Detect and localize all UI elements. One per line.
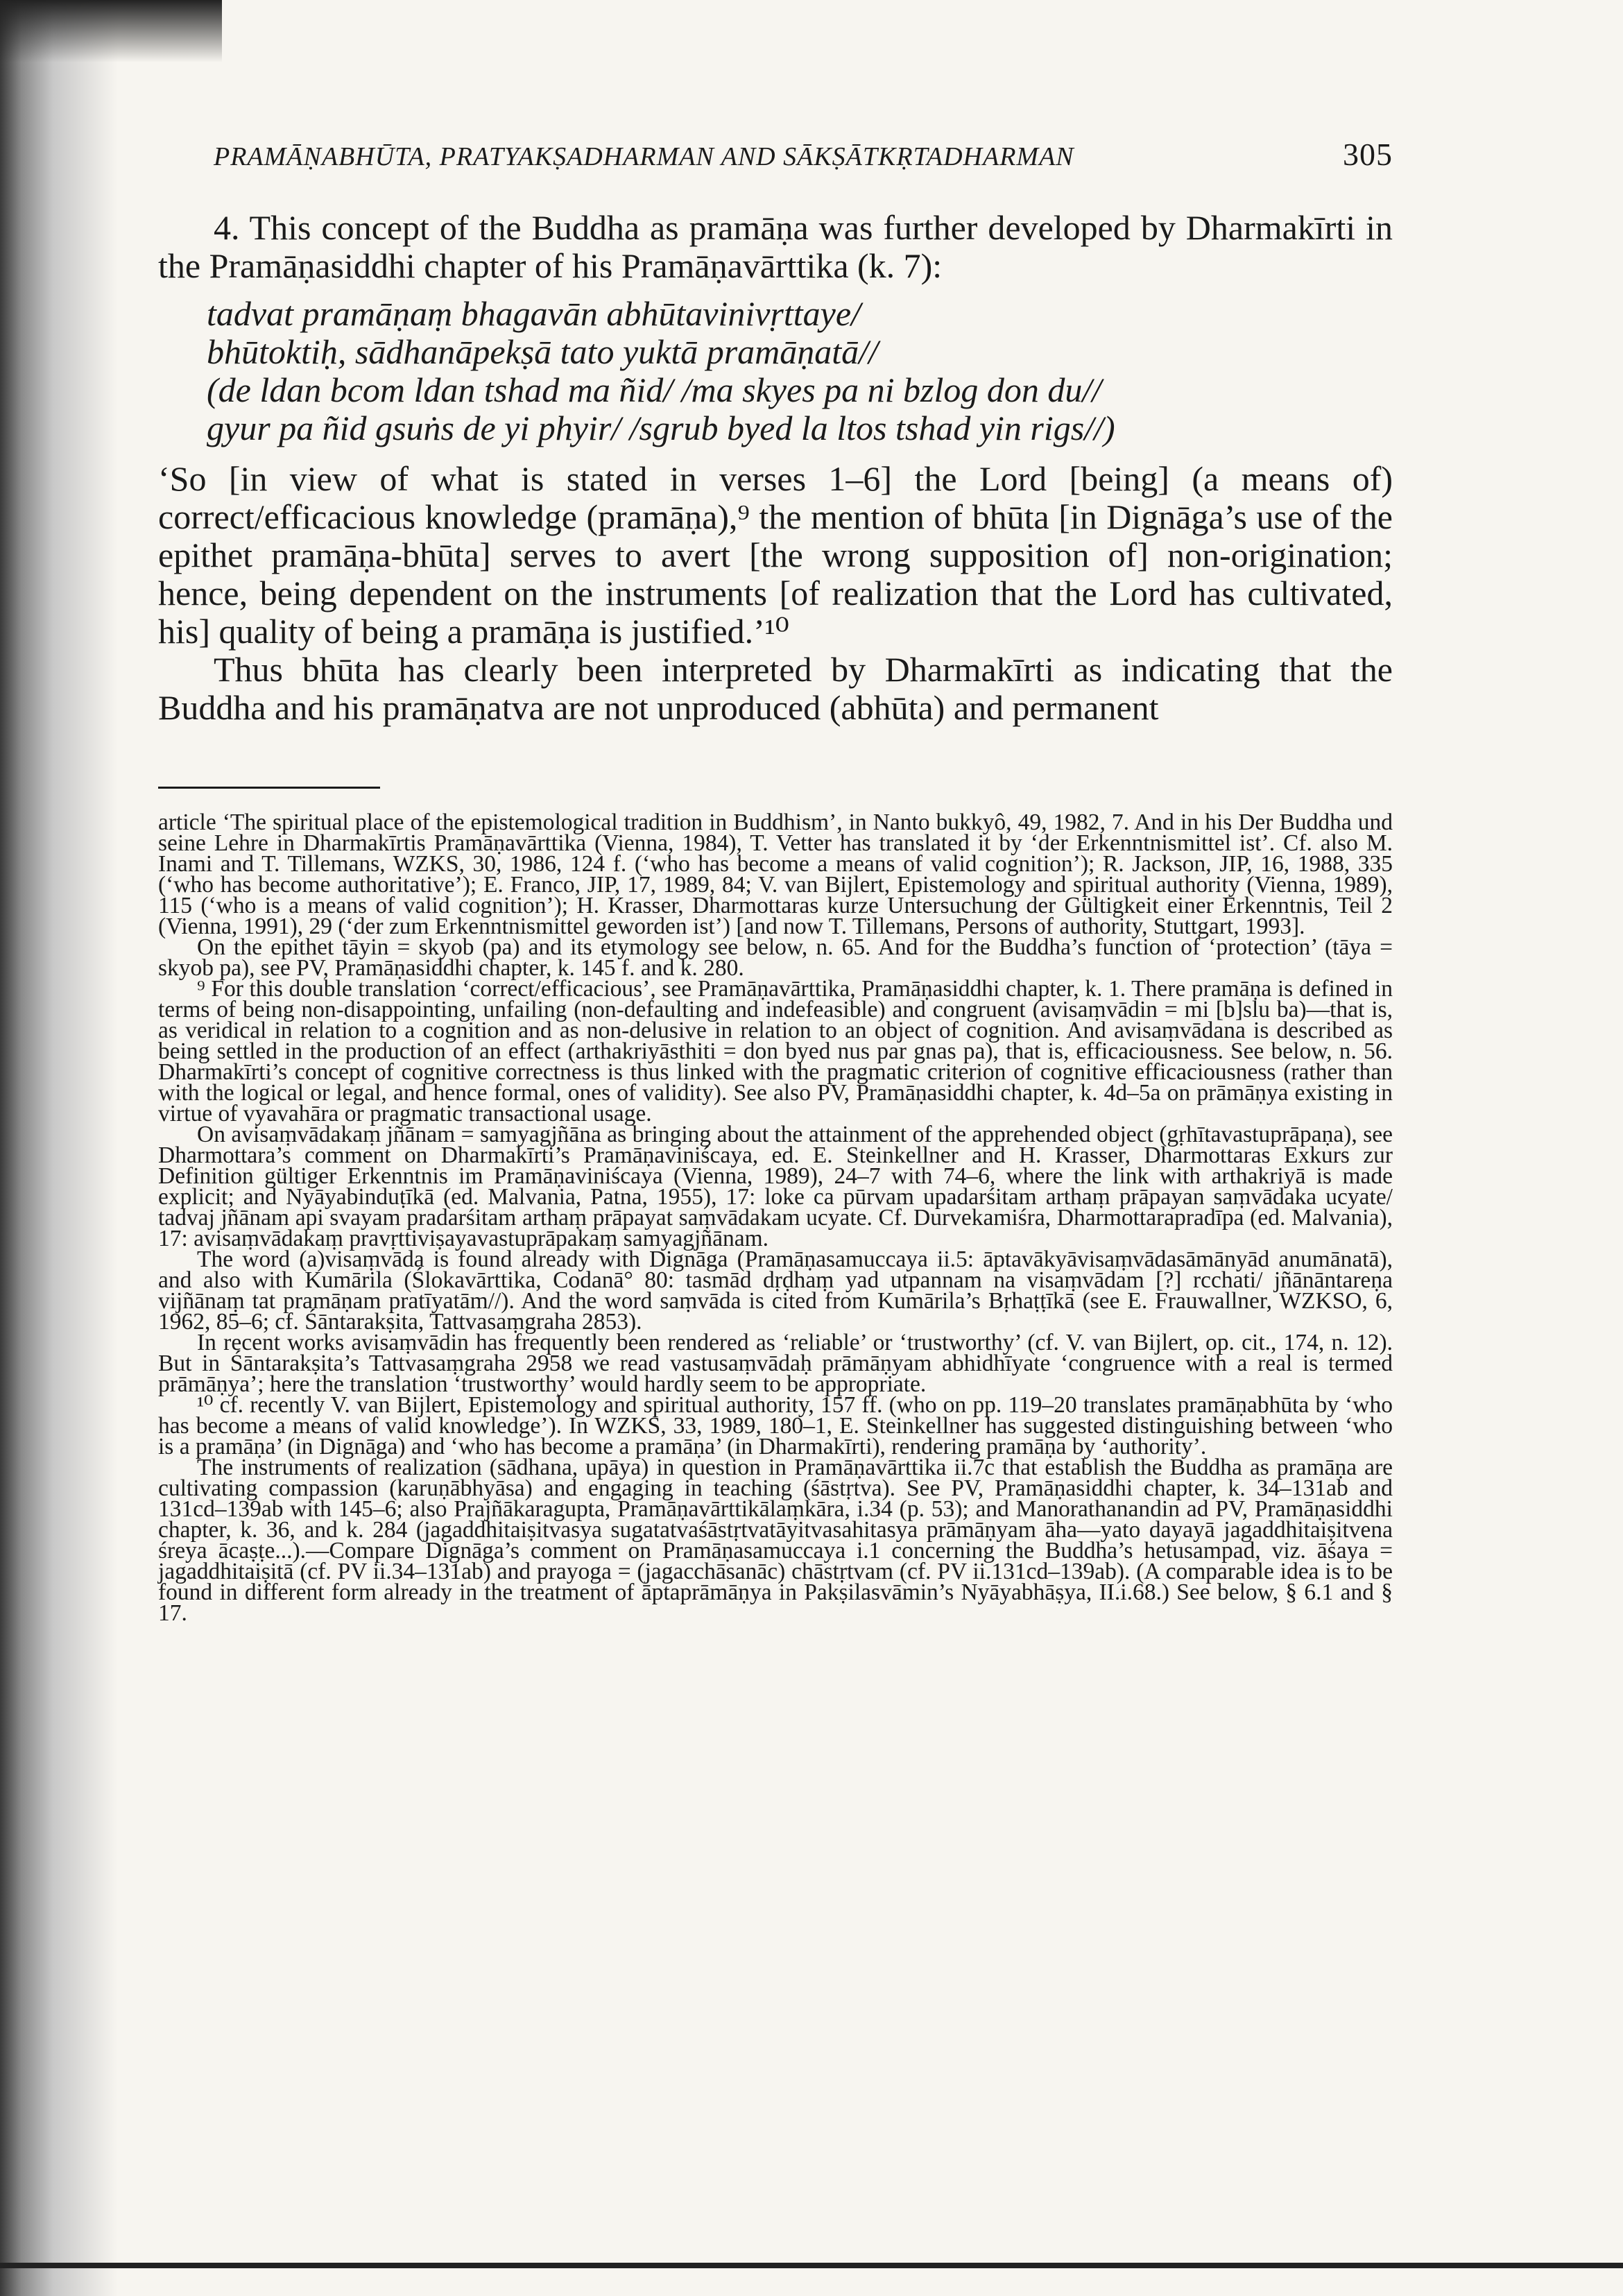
footnote-8-continued: article ‘The spiritual place of the epistemological tradition in Buddhism’, in Nanto bukkyô, 49, 1982, 7. And in his Der Buddha und seine Lehre in Dharmakīrtis Pramāṇavārttika (Vienna, 1984), T. Vetter has translated it by ‘der Erkenntnismittel ist’. Cf. also M. Inami and T. Tillemans, WZKS, 30, 1986, 124 f. (‘who has become a means of valid cognition’); R. Jackson, JIP, 16, 1988, 335 (‘who has become authoritative’); E. Franco, JIP, 17, 1989, 84; V. van Bijlert, Epistemology and spiritual authority (Vienna, 1989), 115 (‘who is a means of valid cognition’); H. Krasser, Dharmottaras kurze Untersuchung der Gültigkeit einer Erkenntnis, Teil 2 (Vienna, 1991), 29 (‘der zum Erkenntnismittel geworden ist’) [and now T. Tillemans, Persons of authority, Stuttgart, 1993]. — [158, 809, 1393, 939]
scan-shadow-top — [0, 0, 222, 62]
footnote-9-recent-works: In recent works avisaṃvādin has frequently been rendered as ‘reliable’ or ‘trustworthy’ (cf. V. van Bijlert, op. cit., 174, n. 12). But in Śāntarakṣita’s Tattvasaṃgraha 2958 we read vastusaṃvādaḥ prāmāṇyam abhidhīyate ‘congruence with a real is termed prāmāṇya’; here the translation ‘trustworthy’ would hardly seem to be appropriate. — [158, 1330, 1393, 1397]
page-number: 305 — [1343, 137, 1393, 172]
footnote-10: ¹⁰ cf. recently V. van Bijlert, Epistemology and spiritual authority, 157 ff. (who on pp. 119–20 translates pramāṇabhūta by ‘who has become a means of valid knowledge’). In WZKS, 33, 1989, 180–1, E. Steinkellner has suggested distinguishing between ‘who is a pramāṇa’ (in Dignāga) and ‘who has become a pramāṇa’ (in Dharmakīrti), rendering pramāṇa by ‘authority’. — [158, 1392, 1393, 1459]
page — [158, 136, 1393, 1624]
footnote-10-instruments: The instruments of realization (sādhana, upāya) in question in Pramāṇavārttika ii.7c that establish the Buddha as pramāṇa are cultivating compassion (karuṇābhyāsa) and engaging in teaching (śāstṛtva). See PV, Pramāṇasiddhi chapter, k. 34–131ab and 131cd–139ab with 145–6; also Prajñākaragupta, Pramāṇavārttikālaṃkāra, i.34 (p. 53); and Manorathanandin ad PV, Pramāṇasiddhi chapter, k. 36, and k. 284 (jagaddhitaiṣitvasya sugatatvaśāstṛtvatāyitvasahitasya prāmāṇyam āha—yato dayayā jagaddhitaiṣitvena śreya ācaṣṭe...).—Compare Dignāga’s comment on Pramāṇasamuccaya i.1 concerning the Buddha’s hetusampad, viz. āśaya = jagaddhitaiṣitā (cf. PV ii.34–131ab) and prayoga = (jagacchāsanāc) chāstṛtvam (cf. PV ii.131cd–139ab). (A comparable idea is to be found in different form already in the treatment of āptaprāmāṇya in Pakṣilasvāmin’s Nyāyabhāṣya, II.i.68.) See below, § 6.1 and § 17. — [158, 1455, 1393, 1626]
running-header — [214, 136, 1393, 173]
footnote-9-avisamvada: The word (a)visaṃvāda is found already with Dignāga (Pramāṇasamuccaya ii.5: āptavākyāvisaṃvādasāmānyād anumānatā), and also with Kumārila (Ślokavārttika, Codanā° 80: tasmād dṛḍhaṃ yad utpannam na visaṃvādam [?] rcchati/ jñānāntareṇa vijñānaṃ tat pramāṇam pratīyatām//). And the word saṃvāda is cited from Kumārila’s Bṛhaṭṭīkā (see E. Frauwallner, WZKSO, 6, 1962, 85–6; cf. Śāntarakṣita, Tattvasaṃgraha 2853). — [158, 1246, 1393, 1335]
footnote-divider — [158, 787, 380, 789]
paragraph-intro: 4. This concept of the Buddha as pramāṇa was further developed by Dharmakīrti in the Pramāṇasiddhi chapter of his Pramāṇavārttika (k. 7): — [158, 208, 1393, 285]
verse-line-2: bhūtoktiḥ, sādhanāpekṣā tato yuktā pramāṇatā// — [207, 332, 878, 371]
verse-line-4: gyur pa ñid gsuṅs de yi phyir/ /sgrub byed la ltos tshad yin rigs//) — [207, 409, 1115, 447]
footnote-8-tayin: On the epithet tāyin = skyob (pa) and its etymology see below, n. 65. And for the Buddha’s function of ‘protection’ (tāya = skyob pa), see PV, Pramāṇasiddhi chapter, k. 145 f. and k. 280. — [158, 934, 1393, 981]
running-title: PRAMĀṆABHŪTA, PRATYAKṢADHARMAN AND SĀKṢĀTKṚTADHARMAN — [214, 142, 1074, 171]
footnote-9-samyagjnana: On avisaṃvādakaṃ jñānam = samyagjñāna as bringing about the attainment of the apprehended object (gṛhītavastuprāpaṇa), see Dharmottara’s comment on Dharmakīrti’s Pramāṇaviniścaya, ed. E. Steinkellner and H. Krasser, Dharmottaras Exkurs zur Definition gültiger Erkenntnis im Pramāṇaviniścaya (Vienna, 1989), 24–7 with 74–6, where the link with arthakriyā is made explicit; and Nyāyabinduṭīkā (ed. Malvania, Patna, 1955), 17: loke ca pūrvam upadarśitam arthaṃ prāpayan saṃvādaka ucyate/ tadvaj jñānam api svayam pradarśitam arthaṃ prāpayat saṃvādakam ucyate. Cf. Durvekamiśra, Dharmottarapradīpa (ed. Malvania), 17: avisaṃvādakaṃ pravṛttiviṣayavastuprāpakaṃ samyagjñānam. — [158, 1122, 1393, 1251]
scan-shadow-left — [0, 0, 118, 2296]
footnote-9: ⁹ For this double translation ‘correct/efficacious’, see Pramāṇavārttika, Pramāṇasiddhi chapter, k. 1. There pramāṇa is defined in terms of being non-disappointing, unfailing (non-defaulting and indefeasible) and congruent (avisaṃvādin = mi [b]slu ba)—that is, as veridical in relation to a cognition and as non-delusive in relation to an object of cognition. And avisaṃvādana is described as being settled in the production of an effect (arthakriyāsthiti = don byed nus par gnas pa), that is, efficaciousness. See below, n. 56. Dharmakīrti’s concept of cognitive correctness is thus linked with the pragmatic criterion of cognitive efficaciousness (rather than with the logical or legal, and hence formal, ones of validity). See also PV, Pramāṇasiddhi chapter, k. 4d–5a on prāmāṇya existing in virtue of vyavahāra or pragmatic transactional usage. — [158, 976, 1393, 1126]
paragraph-thus: Thus bhūta has clearly been interpreted by Dharmakīrti as indicating that the Buddha and his pramāṇatva are not unproduced (abhūta) and permanent — [158, 650, 1393, 727]
verse-line-3: (de ldan bcom ldan tshad ma ñid/ /ma skyes pa ni bzlog don du// — [207, 370, 1102, 409]
scan-bottom-edge — [0, 2263, 1623, 2268]
verse-block — [207, 295, 1393, 447]
verse-line-1: tadvat pramāṇaṃ bhagavān abhūtavinivṛttaye/ — [207, 294, 861, 333]
paragraph-translation: ‘So [in view of what is stated in verses 1–6] the Lord [being] (a means of) correct/efficacious knowledge (pramāṇa),⁹ the mention of bhūta [in Dignāga’s use of the epithet pramāṇa-bhūta] serves to avert [the wrong supposition of] non-origination; hence, being dependent on the instruments [of realization that the Lord has cultivated, his] quality of being a pramāṇa is justified.’¹⁰ — [158, 459, 1393, 651]
main-text — [158, 209, 1393, 727]
footnotes — [158, 809, 1393, 1626]
